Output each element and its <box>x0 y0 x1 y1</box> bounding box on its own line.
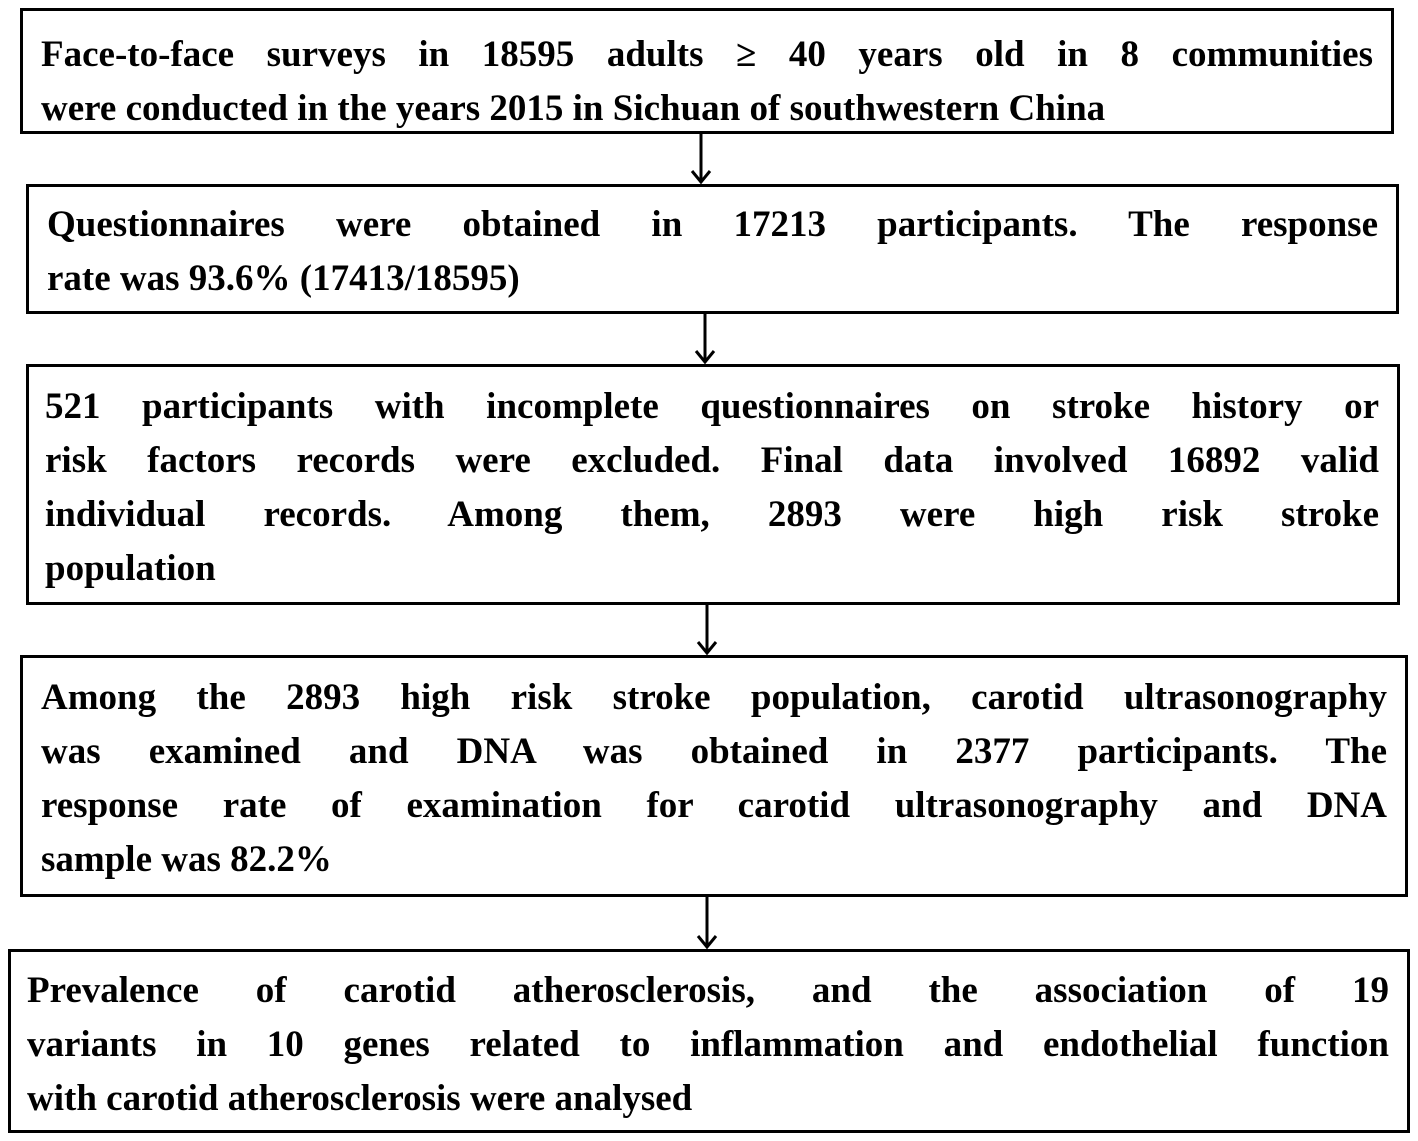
flow-step-4 <box>20 655 1408 897</box>
arrow-down-icon <box>686 134 716 186</box>
arrow-down-icon <box>692 605 722 657</box>
flow-step-5-line-1: Prevalence of carotid atherosclerosis, and the association of 19 <box>27 970 1389 1011</box>
flow-step-1 <box>20 8 1394 134</box>
flow-step-5 <box>8 949 1410 1133</box>
flow-step-1-text <box>41 28 1373 136</box>
arrow-down-icon <box>690 314 720 366</box>
flow-step-1-line-2: were conducted in the years 2015 in Sichuan of southwestern China <box>41 88 1106 129</box>
flow-step-4-line-1: Among the 2893 high risk stroke population, carotid ultrasonography <box>41 677 1387 718</box>
flow-step-3-line-3: individual records. Among them, 2893 were high risk stroke <box>45 494 1379 535</box>
flow-step-1-line-1: Face-to-face surveys in 18595 adults ≥ 40 years old in 8 communities <box>41 34 1373 75</box>
flow-step-5-text <box>27 964 1389 1126</box>
flow-step-5-line-3: with carotid atherosclerosis were analysed <box>27 1078 693 1119</box>
flow-step-4-line-3: response rate of examination for carotid ultrasonography and DNA <box>41 785 1387 826</box>
flow-step-4-line-2: was examined and DNA was obtained in 2377 participants. The <box>41 731 1387 772</box>
flow-step-4-text <box>41 671 1387 887</box>
flow-step-3-line-4: population <box>45 548 216 589</box>
flow-step-4-line-4: sample was 82.2% <box>41 839 332 880</box>
flow-step-3-line-1: 521 participants with incomplete questionnaires on stroke history or <box>45 386 1379 427</box>
flow-step-2-text <box>47 198 1378 306</box>
flow-step-2-line-2: rate was 93.6% (17413/18595) <box>47 258 520 299</box>
flow-step-3-line-2: risk factors records were excluded. Final data involved 16892 valid <box>45 440 1379 481</box>
flow-step-3 <box>26 364 1400 605</box>
arrow-down-icon <box>692 897 722 951</box>
flow-step-5-line-2: variants in 10 genes related to inflammation and endothelial function <box>27 1024 1389 1065</box>
flow-step-2 <box>26 184 1399 314</box>
flow-step-2-line-1: Questionnaires were obtained in 17213 participants. The response <box>47 204 1378 245</box>
flow-step-3-text <box>45 380 1379 596</box>
